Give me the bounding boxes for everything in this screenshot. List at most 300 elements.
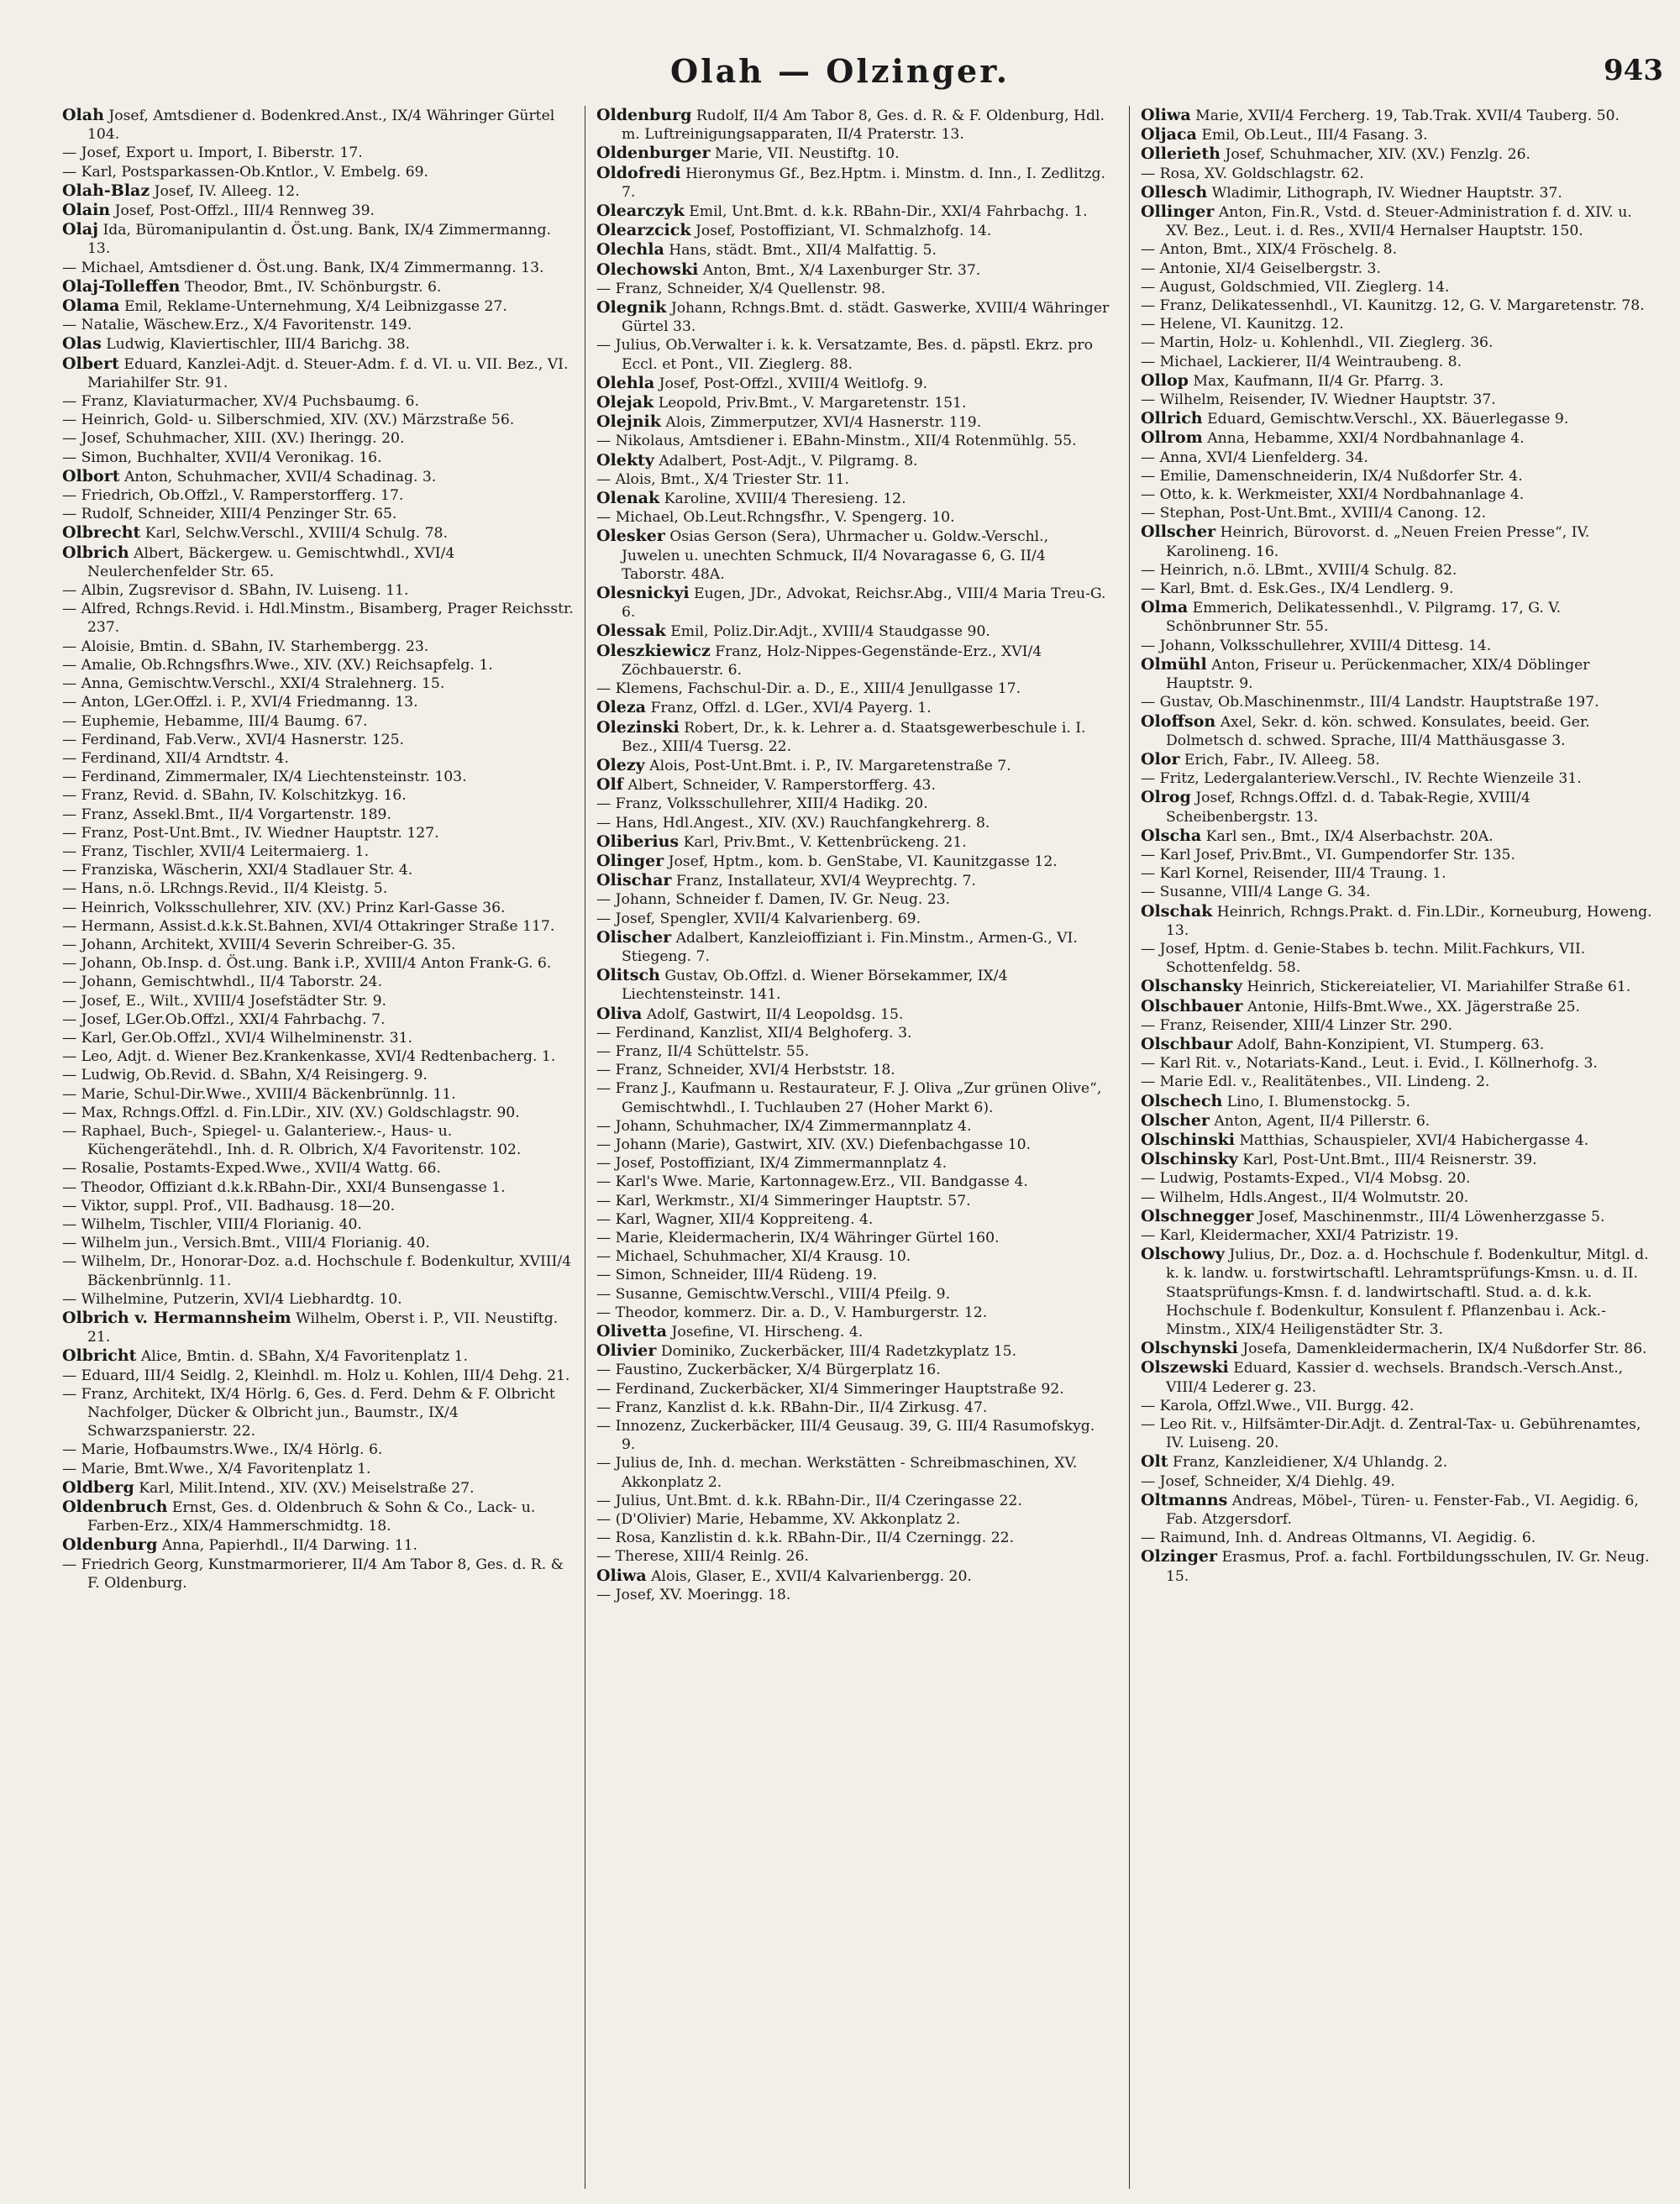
entry-text: — Friedrich, Ob.Offzl., V. Ramperstorfferg. 17. bbox=[62, 487, 404, 505]
directory-entry bbox=[62, 1010, 576, 1029]
entry-surname: Olehla bbox=[596, 373, 655, 392]
entry-surname: Ollrom bbox=[1141, 428, 1203, 448]
directory-entry bbox=[62, 1346, 576, 1366]
directory-entry bbox=[596, 1229, 1110, 1247]
directory-entry bbox=[596, 470, 1110, 489]
directory-entry bbox=[62, 824, 576, 842]
directory-entry bbox=[1141, 165, 1655, 183]
entry-text: Gustav, Ob.Offzl. d. Wiener Börsekammer, IX/4 Liechtensteinstr. 141. bbox=[622, 968, 1008, 1004]
entry-text: — Antonie, XI/4 Geiselbergstr. 3. bbox=[1141, 260, 1381, 277]
directory-entry bbox=[1141, 467, 1655, 485]
entry-text: — Josef, E., Wilt., XVIII/4 Josefstädter Str. 9. bbox=[62, 992, 387, 1010]
entry-surname: Olschak bbox=[1141, 901, 1213, 921]
directory-entry bbox=[62, 106, 576, 144]
entry-surname: Ollrich bbox=[1141, 409, 1203, 428]
entry-text: — Michael, Schuhmacher, XI/4 Krausg. 10. bbox=[596, 1248, 911, 1266]
entry-text: — Josef, Postoffiziant, IX/4 Zimmermannplatz 4. bbox=[596, 1155, 948, 1173]
entry-text: — Johann, Architekt, XVIII/4 Severin Schreiber-G. 35. bbox=[62, 936, 456, 953]
directory-entry bbox=[62, 693, 576, 711]
directory-entry bbox=[1141, 240, 1655, 259]
entry-text: — Rosa, Kanzlistin d. k.k. RBahn-Dir., II/4 Czerningg. 22. bbox=[596, 1530, 1015, 1547]
entry-surname: Olaj-Tolleffen bbox=[62, 276, 181, 296]
directory-entry bbox=[1141, 655, 1655, 693]
entry-text: — Hans, Hdl.Angest., XIV. (XV.) Rauchfangkehrerg. 8. bbox=[596, 814, 990, 832]
entry-text: — Franz, Schneider, X/4 Quellenstr. 98. bbox=[596, 280, 886, 297]
entry-surname: Olesnickyi bbox=[596, 584, 690, 603]
directory-entry bbox=[62, 1460, 576, 1478]
entry-surname: Olbrich bbox=[62, 543, 129, 562]
directory-entry bbox=[596, 775, 1110, 795]
entry-surname: Olmühl bbox=[1141, 654, 1207, 674]
entry-text: Karl sen., Bmt., IX/4 Alserbachstr. 20A. bbox=[1205, 827, 1494, 845]
entry-text: Josef, Amtsdiener d. Bodenkred.Anst., IX/4 Währinger Gürtel 104. bbox=[87, 108, 555, 144]
directory-entry bbox=[62, 1047, 576, 1066]
directory-entry bbox=[62, 334, 576, 354]
entry-text: — Susanne, Gemischtw.Verschl., VIII/4 Pfeilg. 9. bbox=[596, 1285, 951, 1303]
entry-text: — Ludwig, Postamts-Exped., VI/4 Mobsg. 20. bbox=[1141, 1170, 1471, 1188]
directory-entry bbox=[1141, 1245, 1655, 1339]
directory-entry bbox=[596, 451, 1110, 470]
entry-surname: Ollerieth bbox=[1141, 144, 1221, 164]
directory-entry bbox=[596, 508, 1110, 527]
directory-entry bbox=[62, 712, 576, 731]
entry-text: — Hans, n.ö. LRchngs.Revid., II/4 Kleistg. 5. bbox=[62, 880, 388, 898]
entry-text: — Johann, Schuhmacher, IX/4 Zimmermannplatz 4. bbox=[596, 1117, 972, 1135]
directory-entry bbox=[1141, 1226, 1655, 1245]
directory-entry bbox=[1141, 712, 1655, 750]
entry-text: Marie, XVII/4 Fercherg. 19, Tab.Trak. XVII/4 Tauberg. 50. bbox=[1195, 108, 1620, 124]
entry-text: — Wilhelmine, Putzerin, XVI/4 Liebhardtg. 10. bbox=[62, 1290, 402, 1308]
entry-text: — Franz, II/4 Schüttelstr. 55. bbox=[596, 1042, 810, 1060]
entry-surname: Olbrecht bbox=[62, 523, 141, 543]
directory-entry bbox=[596, 1005, 1110, 1024]
entry-surname: Olbricht bbox=[62, 1346, 137, 1366]
column-2 bbox=[596, 106, 1110, 2189]
entry-text: Franz, Offzl. d. LGer., XVI/4 Payerg. 1. bbox=[650, 700, 932, 717]
directory-entry bbox=[62, 731, 576, 749]
directory-entry bbox=[1141, 353, 1655, 371]
entry-text: — Ferdinand, XII/4 Arndtstr. 4. bbox=[62, 749, 289, 767]
directory-entry bbox=[62, 144, 576, 162]
directory-entry bbox=[596, 336, 1110, 373]
entry-surname: Olah-Blaz bbox=[62, 181, 150, 200]
entry-text: Alois, Post-Unt.Bmt. i. P., IV. Margaretenstraße 7. bbox=[649, 757, 1011, 774]
entry-surname: Oliberius bbox=[596, 832, 680, 851]
entry-text: Alois, Glaser, E., XVII/4 Kalvarienbergg. 20. bbox=[651, 1567, 972, 1585]
directory-entry bbox=[62, 1367, 576, 1385]
directory-entry bbox=[596, 164, 1110, 202]
directory-entry bbox=[1141, 371, 1655, 391]
directory-entry bbox=[1141, 788, 1655, 826]
entry-text: Heinrich, Rchngs.Prakt. d. Fin.LDir., Korneuburg, Howeng. 13. bbox=[1166, 903, 1652, 939]
entry-text: — Franz, Revid. d. SBahn, IV. Kolschitzkyg. 16. bbox=[62, 787, 407, 805]
entry-surname: Olschynski bbox=[1141, 1339, 1238, 1358]
entry-surname: Olenak bbox=[596, 489, 660, 508]
page-title: Olah — Olzinger. bbox=[670, 52, 1010, 90]
entry-text: Heinrich, Bürovorst. d. „Neuen Freien Presse“, IV. Karolineng. 16. bbox=[1166, 524, 1590, 560]
directory-entry bbox=[62, 523, 576, 543]
entry-text: — August, Goldschmied, VII. Zieglerg. 14. bbox=[1141, 278, 1450, 296]
entry-text: — Eduard, III/4 Seidlg. 2, Kleinhdl. m. Holz u. Kohlen, III/4 Dehg. 21. bbox=[62, 1367, 570, 1384]
directory-entry bbox=[62, 1498, 576, 1535]
directory-entry bbox=[62, 220, 576, 258]
entry-text: — Karl, Wagner, XII/4 Koppreiteng. 4. bbox=[596, 1210, 874, 1228]
directory-entry bbox=[1141, 940, 1655, 977]
entry-text: Erich, Fabr., IV. Alleeg. 58. bbox=[1184, 751, 1380, 769]
entry-surname: Olessak bbox=[596, 622, 666, 641]
column-1 bbox=[62, 106, 576, 2189]
entry-text: Andreas, Möbel-, Türen- u. Fenster-Fab., VI. Aegidig. 6, Fab. Atzgersdorf. bbox=[1166, 1492, 1639, 1529]
directory-entry bbox=[596, 832, 1110, 852]
entry-text: Lino, I. Blumenstockg. 5. bbox=[1226, 1093, 1410, 1110]
entry-text: — Karl, Werkmstr., XI/4 Simmeringer Hauptstr. 57. bbox=[596, 1192, 971, 1210]
entry-text: Anton, Agent, II/4 Pillerstr. 6. bbox=[1214, 1112, 1431, 1130]
entry-text: — (D'Olivier) Marie, Hebamme, XV. Akkonplatz 2. bbox=[596, 1511, 961, 1529]
entry-text: Albert, Schneider, V. Ramperstorfferg. 43. bbox=[627, 777, 936, 795]
directory-entry bbox=[596, 1529, 1110, 1547]
entry-text: — Julius de, Inh. d. mechan. Werkstätten - Schreibmaschinen, XV. Akkonplatz 2. bbox=[596, 1455, 1078, 1491]
entry-surname: Oldofredi bbox=[596, 163, 681, 182]
directory-columns bbox=[62, 106, 1672, 2189]
directory-entry bbox=[596, 221, 1110, 240]
directory-entry bbox=[596, 1192, 1110, 1210]
directory-entry bbox=[1141, 580, 1655, 598]
entry-text: Wilhelm, Oberst i. P., VII. Neustiftg. 21. bbox=[87, 1310, 559, 1346]
directory-entry bbox=[596, 1266, 1110, 1284]
entry-text: Hieronymus Gf., Bez.Hptm. i. Minstm. d. Inn., I. Zedlitzg. 7. bbox=[622, 165, 1105, 201]
directory-entry bbox=[1141, 125, 1655, 144]
entry-text: Emil, Poliz.Dir.Adjt., XVIII/4 Staudgasse 90. bbox=[670, 623, 990, 641]
directory-entry bbox=[62, 1197, 576, 1215]
entry-surname: Olezinski bbox=[596, 717, 680, 737]
directory-entry bbox=[1141, 561, 1655, 580]
directory-entry bbox=[1141, 333, 1655, 352]
entry-surname: Olschowy bbox=[1141, 1245, 1225, 1264]
entry-text: — Franz, Tischler, XVII/4 Leitermaierg. 1. bbox=[62, 842, 370, 860]
directory-entry bbox=[596, 1380, 1110, 1398]
entry-text: — Therese, XIII/4 Reinlg. 26. bbox=[596, 1548, 809, 1566]
entry-surname: Olbert bbox=[62, 354, 119, 373]
directory-entry bbox=[596, 1173, 1110, 1191]
entry-surname: Olejak bbox=[596, 393, 654, 412]
entry-surname: Oliwa bbox=[596, 1566, 647, 1585]
directory-entry bbox=[62, 449, 576, 467]
entry-surname: Olesker bbox=[596, 527, 665, 546]
entry-text: Josef, Rchngs.Offzl. d. d. Tabak-Regie, XVIII/4 Scheibenbergstr. 13. bbox=[1166, 790, 1530, 826]
directory-entry bbox=[62, 861, 576, 879]
directory-entry bbox=[1141, 1073, 1655, 1091]
directory-entry bbox=[62, 786, 576, 805]
entry-text: — Julius, Ob.Verwalter i. k. k. Versatzamte, Bes. d. päpstl. Ekrz. pro Eccl. et Pont., VII. Zieglerg. 88. bbox=[596, 337, 1093, 373]
directory-entry bbox=[596, 718, 1110, 756]
directory-entry bbox=[62, 296, 576, 316]
entry-text: — Wilhelm, Dr., Honorar-Doz. a.d. Hochschule f. Bodenkultur, XVIII/4 Bäckenbrünnlg. 11. bbox=[62, 1253, 572, 1289]
directory-entry bbox=[62, 1252, 576, 1289]
entry-text: Matthias, Schauspieler, XVI/4 Habichergasse 4. bbox=[1239, 1131, 1589, 1149]
directory-entry bbox=[1141, 485, 1655, 504]
entry-text: — Marie, Bmt.Wwe., X/4 Favoritenplatz 1. bbox=[62, 1460, 371, 1477]
entry-text: Heinrich, Stickereiatelier, VI. Mariahilfer Straße 61. bbox=[1247, 979, 1631, 996]
directory-entry bbox=[1141, 428, 1655, 448]
directory-entry bbox=[1141, 1035, 1655, 1054]
entry-text: Josefine, VI. Hirscheng. 4. bbox=[671, 1324, 864, 1341]
directory-entry bbox=[62, 1085, 576, 1104]
entry-text: — Johann (Marie), Gastwirt, XIV. (XV.) Diefenbachgasse 10. bbox=[596, 1136, 1032, 1153]
directory-entry bbox=[62, 163, 576, 181]
entry-text: Rudolf, II/4 Am Tabor 8, Ges. d. R. & F. Oldenburg, Hdl. m. Luftreinigungsapparaten, II/4 Praterstr. 13. bbox=[622, 108, 1105, 144]
directory-entry bbox=[1141, 315, 1655, 333]
entry-text: — Franziska, Wäscherin, XXI/4 Stadlauer Str. 4. bbox=[62, 862, 413, 879]
entry-surname: Ollop bbox=[1141, 370, 1189, 390]
directory-entry bbox=[596, 1079, 1110, 1116]
entry-text: — Alfred, Rchngs.Revid. i. Hdl.Minstm., Bisamberg, Prager Reichsstr. 237. bbox=[62, 601, 574, 637]
entry-text: Alois, Zimmerputzer, XVI/4 Hasnerstr. 119. bbox=[665, 414, 982, 432]
directory-entry bbox=[1141, 409, 1655, 428]
entry-text: — Marie, Schul-Dir.Wwe., XVIII/4 Bäckenbrünnlg. 11. bbox=[62, 1085, 456, 1103]
directory-entry bbox=[596, 1341, 1110, 1361]
entry-text: Alice, Bmtin. d. SBahn, X/4 Favoritenplatz 1. bbox=[140, 1348, 468, 1366]
entry-text: — Franz, Assekl.Bmt., II/4 Vorgartenstr. 189. bbox=[62, 806, 391, 823]
entry-text: Franz, Kanzleidiener, X/4 Uhlandg. 2. bbox=[1173, 1454, 1448, 1472]
entry-surname: Olama bbox=[62, 296, 120, 316]
entry-text: Josef, Schuhmacher, XIV. (XV.) Fenzlg. 26. bbox=[1225, 146, 1531, 164]
entry-text: — Franz, Schneider, XVI/4 Herbststr. 18. bbox=[596, 1062, 895, 1079]
directory-entry bbox=[596, 1547, 1110, 1566]
directory-entry bbox=[596, 1361, 1110, 1379]
entry-surname: Olegnik bbox=[596, 298, 667, 317]
entry-text: Dominiko, Zuckerbäcker, III/4 Radetzkyplatz 15. bbox=[660, 1343, 1017, 1361]
entry-surname: Oloffson bbox=[1141, 711, 1216, 731]
entry-surname: Olscher bbox=[1141, 1110, 1210, 1130]
entry-text: — Josef, Hptm. d. Genie-Stabes b. techn. Milit.Fachkurs, VII. Schottenfeldg. 58. bbox=[1141, 940, 1586, 977]
directory-entry bbox=[62, 1556, 576, 1593]
entry-text: — Helene, VI. Kaunitzg. 12. bbox=[1141, 316, 1344, 333]
directory-entry bbox=[1141, 1547, 1655, 1585]
entry-text: Josef, IV. Alleeg. 12. bbox=[154, 182, 300, 200]
entry-text: — Josef, Schuhmacher, XIII. (XV.) Iheringg. 20. bbox=[62, 430, 405, 448]
directory-entry bbox=[596, 374, 1110, 393]
directory-entry bbox=[62, 1104, 576, 1122]
entry-text: — Fritz, Ledergalanteriew.Verschl., IV. Rechte Wienzeile 31. bbox=[1141, 770, 1582, 788]
directory-entry bbox=[596, 260, 1110, 280]
entry-text: Eduard, Gemischtw.Verschl., XX. Bäuerlegasse 9. bbox=[1207, 411, 1569, 428]
entry-text: — Wilhelm, Hdls.Angest., II/4 Wolmutstr. 20. bbox=[1141, 1189, 1469, 1206]
entry-text: Hans, städt. Bmt., XII/4 Malfattig. 5. bbox=[669, 242, 937, 260]
directory-entry bbox=[1141, 769, 1655, 788]
entry-surname: Olivier bbox=[596, 1341, 657, 1361]
directory-entry bbox=[596, 871, 1110, 890]
directory-entry bbox=[596, 1586, 1110, 1604]
entry-text: — Martin, Holz- u. Kohlenhdl., VII. Zieglerg. 36. bbox=[1141, 334, 1494, 352]
directory-entry bbox=[596, 756, 1110, 775]
entry-text: — Ferdinand, Zimmermaler, IX/4 Liechtensteinstr. 103. bbox=[62, 769, 467, 786]
directory-entry bbox=[1141, 183, 1655, 202]
directory-entry bbox=[1141, 1491, 1655, 1529]
entry-text: — Innozenz, Zuckerbäcker, III/4 Geusaug. 39, G. III/4 Rasumofskyg. 9. bbox=[596, 1418, 1095, 1454]
entry-text: — Johann, Ob.Insp. d. Öst.ung. Bank i.P., XVIII/4 Anton Frank-G. 6. bbox=[62, 955, 552, 973]
directory-entry bbox=[1141, 637, 1655, 655]
entry-text: — Emilie, Damenschneiderin, IX/4 Nußdorfer Str. 4. bbox=[1141, 467, 1523, 485]
entry-text: Anton, Friseur u. Perückenmacher, XIX/4 Döblinger Hauptstr. 9. bbox=[1166, 656, 1590, 693]
entry-text: — Max, Rchngs.Offzl. d. Fin.LDir., XIV. (XV.) Goldschlagstr. 90. bbox=[62, 1104, 520, 1121]
directory-entry bbox=[62, 1215, 576, 1234]
directory-entry bbox=[62, 543, 576, 581]
entry-text: — Karl Rit. v., Notariats-Kand., Leut. i. Evid., I. Köllnerhofg. 3. bbox=[1141, 1055, 1598, 1073]
entry-surname: Olbrich v. Hermannsheim bbox=[62, 1309, 291, 1327]
entry-surname: Oltmanns bbox=[1141, 1490, 1228, 1509]
entry-surname: Olah bbox=[62, 106, 104, 124]
directory-entry bbox=[1141, 1397, 1655, 1415]
entry-text: — Franz, Klaviaturmacher, XV/4 Puchsbaumg. 6. bbox=[62, 393, 419, 411]
directory-entry bbox=[1141, 144, 1655, 164]
entry-text: — Johann, Volksschullehrer, XVIII/4 Dittesg. 14. bbox=[1141, 637, 1492, 654]
entry-surname: Olszewski bbox=[1141, 1358, 1229, 1378]
directory-entry bbox=[596, 489, 1110, 508]
entry-text: Antonie, Hilfs-Bmt.Wwe., XX. Jägerstraße 25. bbox=[1247, 998, 1581, 1015]
entry-text: — Marie, Kleidermacherin, IX/4 Währinger Gürtel 160. bbox=[596, 1229, 1000, 1246]
directory-entry bbox=[596, 642, 1110, 680]
entry-text: Emmerich, Delikatessenhdl., V. Pilgramg. 17, G. V. Schönbrunner Str. 55. bbox=[1166, 600, 1562, 636]
entry-text: Karl, Milit.Intend., XIV. (XV.) Meiselstraße 27. bbox=[139, 1479, 475, 1497]
entry-text: Max, Kaufmann, II/4 Gr. Pfarrg. 3. bbox=[1193, 372, 1444, 390]
entry-text: — Leo, Adjt. d. Wiener Bez.Krankenkasse, XVI/4 Redtenbacherg. 1. bbox=[62, 1048, 556, 1066]
entry-text: — Karl Josef, Priv.Bmt., VI. Gumpendorfer Str. 135. bbox=[1141, 846, 1515, 863]
directory-entry bbox=[1141, 1054, 1655, 1073]
directory-entry bbox=[1141, 826, 1655, 846]
entry-surname: Ollscher bbox=[1141, 522, 1216, 542]
entry-surname: Oldenbruch bbox=[62, 1498, 168, 1517]
directory-entry bbox=[596, 1061, 1110, 1079]
directory-entry bbox=[1141, 1150, 1655, 1169]
directory-entry bbox=[596, 1304, 1110, 1322]
entry-text: Julius, Dr., Doz. a. d. Hochschule f. Bodenkultur, Mitgl. d. k. k. landw. u. forstwirtschaftl. Lehramtsprüfungs-Kmsn. u. d. II. Staatsprüfungs-Kmsn. f. d. landwirtschaftl. Stud. a. d. k.k. Hochschule f. Bodenkultur, Konsulent f. Pflanzenbau i. Ack.-Minstm., XIX/4 Heiligenstädter Str. 3. bbox=[1166, 1246, 1649, 1338]
entry-text: — Wilhelm, Tischler, VIII/4 Florianig. 40. bbox=[62, 1215, 362, 1233]
entry-text: — Josef, Export u. Import, I. Biberstr. 17. bbox=[62, 144, 363, 162]
directory-entry bbox=[62, 429, 576, 448]
directory-entry bbox=[596, 527, 1110, 584]
directory-entry bbox=[1141, 1016, 1655, 1035]
entry-surname: Olezy bbox=[596, 755, 645, 774]
entry-text: — Ferdinand, Kanzlist, XII/4 Belghoferg. 3. bbox=[596, 1024, 912, 1042]
entry-surname: Olschnegger bbox=[1141, 1206, 1254, 1225]
directory-entry bbox=[62, 411, 576, 429]
directory-entry bbox=[596, 412, 1110, 432]
entry-text: — Johann, Schneider f. Damen, IV. Gr. Neug. 23. bbox=[596, 891, 951, 909]
entry-text: — Rudolf, Schneider, XIII/4 Penzinger Str. 65. bbox=[62, 506, 397, 523]
directory-entry bbox=[596, 1117, 1110, 1136]
directory-entry bbox=[596, 202, 1110, 221]
entry-text: Emil, Ob.Leut., III/4 Fasang. 3. bbox=[1201, 127, 1428, 144]
entry-text: — Franz, Architekt, IX/4 Hörlg. 6, Ges. d. Ferd. Dehm & F. Olbricht Nachfolger, Dücker & Olbricht jun., Baumstr., IX/4 Schwarzspanierstr. 22. bbox=[62, 1385, 555, 1440]
entry-text: Josefa, Damenkleidermacherin, IX/4 Nußdorfer Str. 86. bbox=[1242, 1341, 1647, 1358]
entry-text: — Michael, Ob.Leut.Rchngsfhr., V. Spengerg. 10. bbox=[596, 509, 955, 527]
entry-text: Franz, Installateur, XVI/4 Weyprechtg. 7. bbox=[675, 873, 976, 890]
entry-text: — Marie Edl. v., Realitätenbes., VII. Lindeng. 2. bbox=[1141, 1073, 1490, 1091]
directory-entry bbox=[1141, 902, 1655, 940]
directory-entry bbox=[1141, 1131, 1655, 1150]
directory-entry bbox=[62, 581, 576, 600]
entry-surname: Olrog bbox=[1141, 788, 1191, 807]
directory-entry bbox=[62, 259, 576, 277]
entry-text: Marie, VII. Neustiftg. 10. bbox=[714, 145, 900, 163]
directory-entry bbox=[62, 1290, 576, 1309]
entry-text: Adolf, Bahn-Konzipient, VI. Stumperg. 63. bbox=[1236, 1036, 1545, 1053]
entry-surname: Oliva bbox=[596, 1004, 643, 1023]
entry-surname: Ollesch bbox=[1141, 182, 1208, 202]
directory-entry bbox=[62, 354, 576, 392]
entry-text: — Natalie, Wäschew.Erz., X/4 Favoritenstr. 149. bbox=[62, 317, 412, 334]
entry-text: Karoline, XVIII/4 Theresieng. 12. bbox=[664, 491, 906, 508]
directory-entry bbox=[62, 1178, 576, 1197]
directory-entry bbox=[62, 842, 576, 861]
directory-entry bbox=[596, 1398, 1110, 1417]
entry-text: Josef, Hptm., kom. b. GenStabe, VI. Kaunitzgasse 12. bbox=[668, 853, 1058, 870]
directory-entry bbox=[1141, 1169, 1655, 1188]
entry-text: Karl, Priv.Bmt., V. Kettenbrückeng. 21. bbox=[683, 833, 967, 851]
entry-text: — Franz J., Kaufmann u. Restaurateur, F. J. Oliva „Zur grünen Olive“, Gemischtwhdl., I. Tuchlauben 27 (Hoher Markt 6). bbox=[596, 1080, 1102, 1116]
entry-text: — Aloisie, Bmtin. d. SBahn, IV. Starhembergg. 23. bbox=[62, 638, 429, 655]
directory-entry bbox=[1141, 1111, 1655, 1131]
entry-text: Josef, Post-Offzl., XVIII/4 Weitlofg. 9. bbox=[659, 375, 928, 392]
entry-surname: Olzinger bbox=[1141, 1547, 1217, 1566]
entry-text: Leopold, Priv.Bmt., V. Margaretenstr. 151. bbox=[658, 395, 967, 412]
entry-text: — Simon, Schneider, III/4 Rüdeng. 19. bbox=[596, 1267, 878, 1284]
directory-entry bbox=[62, 917, 576, 936]
entry-text: — Theodor, kommerz. Dir. a. D., V. Hamburgerstr. 12. bbox=[596, 1304, 988, 1321]
directory-entry bbox=[596, 1322, 1110, 1341]
entry-surname: Oldenburg bbox=[596, 106, 692, 124]
entry-surname: Olischar bbox=[596, 871, 672, 890]
entry-text: Emil, Reklame-Unternehmung, X/4 Leibnizgasse 27. bbox=[123, 298, 507, 316]
directory-entry bbox=[62, 1385, 576, 1441]
directory-entry bbox=[1141, 1092, 1655, 1111]
entry-text: Adolf, Gastwirt, II/4 Leopoldsg. 15. bbox=[646, 1005, 904, 1023]
entry-text: Eduard, Kanzlei-Adjt. d. Steuer-Adm. f. d. VI. u. VII. Bez., VI. Mariahilfer Str. 91. bbox=[87, 355, 569, 391]
entry-text: — Heinrich, Gold- u. Silberschmied, XIV. (XV.) Märzstraße 56. bbox=[62, 412, 515, 429]
directory-entry bbox=[62, 936, 576, 954]
entry-text: Karl, Selchw.Verschl., XVIII/4 Schulg. 78. bbox=[144, 525, 448, 543]
entry-text: — Josef, LGer.Ob.Offzl., XXI/4 Fahrbachg. 7. bbox=[62, 1010, 386, 1028]
entry-surname: Olivetta bbox=[596, 1322, 667, 1341]
directory-entry bbox=[1141, 997, 1655, 1016]
entry-text: — Karola, Offzl.Wwe., VII. Burgg. 42. bbox=[1141, 1397, 1415, 1414]
entry-text: — Josef, Schneider, X/4 Diehlg. 49. bbox=[1141, 1472, 1395, 1490]
entry-surname: Olas bbox=[62, 334, 102, 354]
entry-text: — Anna, XVI/4 Lienfelderg. 34. bbox=[1141, 449, 1368, 466]
entry-surname: Olechowski bbox=[596, 260, 699, 279]
directory-entry bbox=[1141, 977, 1655, 996]
directory-entry bbox=[62, 1122, 576, 1159]
entry-text: Osias Gerson (Sera), Uhrmacher u. Goldw.-Verschl., Juwelen u. unechten Schmuck, II/4 Novaragasse 6, G. II/4 Taborstr. 48A. bbox=[622, 528, 1049, 583]
entry-text: Ernst, Ges. d. Oldenbruch & Sohn & Co., Lack- u. Farben-Erz., XIX/4 Hammerschmidtg. 18. bbox=[87, 1499, 536, 1535]
entry-text: Anton, Fin.R., Vstd. d. Steuer-Administration f. d. XIV. u. XV. Bez., Leut. i. d. Res., XVII/4 Hernalser Hauptstr. 150. bbox=[1166, 204, 1632, 240]
directory-entry bbox=[62, 1066, 576, 1084]
entry-surname: Olain bbox=[62, 201, 111, 220]
directory-entry bbox=[62, 1029, 576, 1047]
entry-text: Ludwig, Klaviertischler, III/4 Barichg. 38. bbox=[106, 336, 411, 354]
directory-entry bbox=[596, 1154, 1110, 1173]
entry-text: — Johann, Gemischtwhdl., II/4 Taborstr. 24. bbox=[62, 973, 383, 991]
entry-text: — Rosalie, Postamts-Exped.Wwe., XVII/4 Wattg. 66. bbox=[62, 1160, 441, 1178]
entry-text: — Faustino, Zuckerbäcker, X/4 Bürgerplatz 16. bbox=[596, 1362, 941, 1379]
entry-text: Eugen, JDr., Advokat, Reichsr.Abg., VIII/4 Maria Treu-G. 6. bbox=[622, 585, 1106, 622]
directory-entry bbox=[1141, 296, 1655, 315]
entry-text: — Karl, Bmt. d. Esk.Ges., IX/4 Lendlerg. 9. bbox=[1141, 580, 1454, 598]
entry-text: — Otto, k. k. Werkmeister, XXI/4 Nordbahnanlage 4. bbox=[1141, 486, 1525, 504]
entry-text: Albert, Bäckergew. u. Gemischtwhdl., XVI/4 Neulerchenfelder Str. 65. bbox=[87, 544, 455, 580]
entry-surname: Olejnik bbox=[596, 412, 661, 432]
entry-text: — Karl, Postsparkassen-Ob.Kntlor., V. Embelg. 69. bbox=[62, 163, 429, 181]
